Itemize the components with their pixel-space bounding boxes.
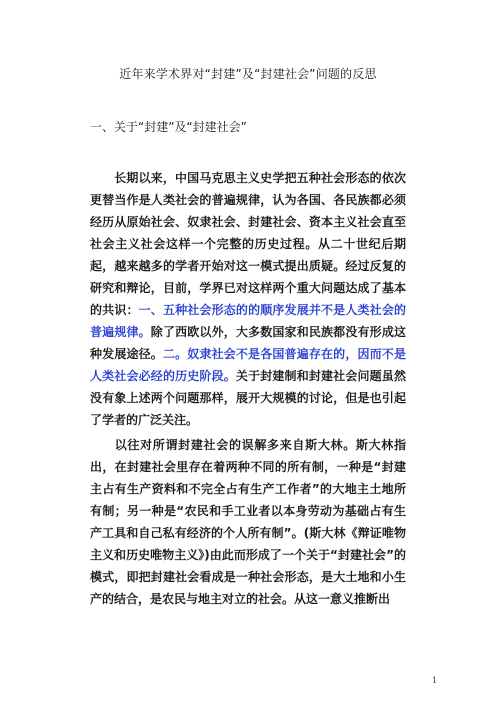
paragraph-2: [90, 434, 406, 610]
paragraph-1: [90, 167, 406, 431]
page-number: 1: [432, 676, 438, 685]
document-title: 近年来学术界对“封建”及“封建社会”问题的反思: [119, 67, 377, 81]
paragraph-1-text-a: 长期以来，中国马克思主义史学把五种社会形态的依次更替当作是人类社会的普遍规律，认为各国、各民族都必须经历从原始社会、奴隶社会、封建社会、资本主义社会直至社会主义社会这样一个完整的历史过程。从二十世纪后期起，越来越多的学者开始对这一模式提出质疑。经过反复的研究和辩论，目前，学界已对这样两个重大问题达成了基本的共识：: [90, 171, 406, 317]
paragraph-1-text-e: 关于封建制和封建社会问题虽然没有象上述两个问题那样，展开大规模的讨论，但是也引起了学者的广泛关注。: [90, 369, 406, 427]
paragraph-1-text-c: 除了西欧以外，大多数国家和民族都没有形成这种发展途径。: [90, 325, 406, 361]
highlight-point-1: 一、五种社会形态的的顺序发展并不是人类社会的普遍规律。: [90, 303, 406, 339]
section-heading: 一、关于“封建”及“封建社会”: [90, 120, 247, 134]
paragraph-2-text: 以往对所谓封建社会的误解多来自斯大林。斯大林指出，在封建社会里存在着两种不同的所有制，一种是“封建主占有生产资料和不完全占有生产工作者”的大地主土地所有制；另一种是“农民和手工业者以本身劳动为基础占有生产工具和自己私有经济的个人所有制”。(斯大林《辩证唯物主义和历史唯物主义》)由此而形成了一个关于“封建社会”的模式，即把封建社会看成是一种社会形态，是大土地和小生产的结合，是农民与地主对立的社会。从这一意义推断出: [90, 438, 406, 606]
highlight-point-2: 二。奴隶社会不是各国普遍存在的，因而不是人类社会必经的历史阶段。: [90, 347, 406, 383]
